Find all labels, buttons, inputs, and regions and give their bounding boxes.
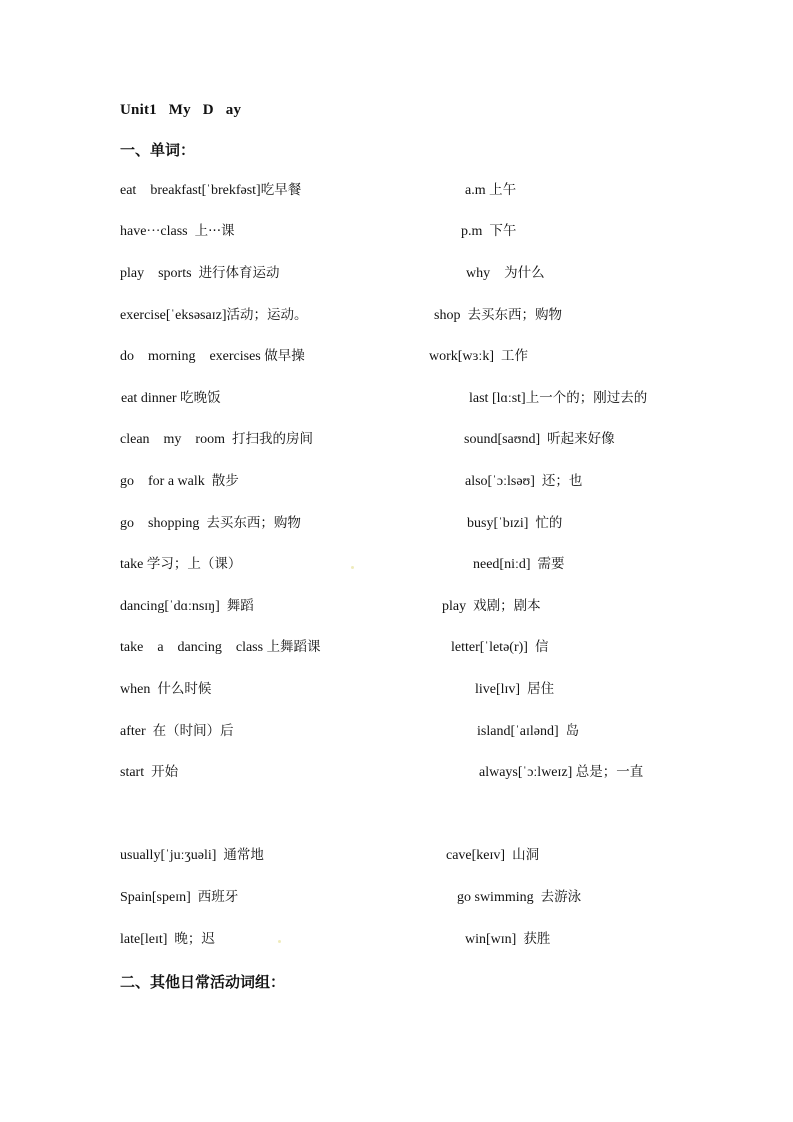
vocab-entry: work[wɜːk] 工作 <box>429 348 528 364</box>
vocab-entry: cave[keɪv] 山洞 <box>446 847 540 863</box>
unit-title: Unit1 My D ay <box>120 102 242 118</box>
vocab-entry: have···class 上···课 <box>120 223 235 239</box>
vocab-entry: go shopping 去买东西；购物 <box>120 515 301 531</box>
vocab-entry: letter[ˈletə(r)] 信 <box>451 639 549 655</box>
vocab-entry: go swimming 去游泳 <box>457 889 582 905</box>
vocab-entry: last [lɑːst]上一个的；刚过去的 <box>469 390 648 406</box>
vocab-entry: go for a walk 散步 <box>120 473 239 489</box>
vocab-entry: start 开始 <box>120 764 179 780</box>
vocab-entry: take 学习；上（课） <box>120 556 242 572</box>
section-heading-vocabulary: 一、单词： <box>120 141 196 159</box>
vocab-entry: dancing[ˈdɑːnsɪŋ] 舞蹈 <box>120 598 254 614</box>
vocab-entry: shop 去买东西；购物 <box>434 307 562 323</box>
scan-speck <box>278 940 281 943</box>
vocab-entry: after 在（时间）后 <box>120 723 234 739</box>
vocab-entry: play sports 进行体育运动 <box>120 265 280 281</box>
vocab-entry: live[lɪv] 居住 <box>475 681 555 697</box>
vocab-entry: exercise[ˈeksəsaɪz]活动；运动。 <box>120 307 308 323</box>
vocab-entry: why 为什么 <box>466 265 545 281</box>
vocab-entry: usually[ˈjuːʒuəli] 通常地 <box>120 847 264 863</box>
vocab-entry: win[wɪn] 获胜 <box>465 931 551 947</box>
vocab-entry: eat dinner 吃晚饭 <box>121 390 221 406</box>
vocab-entry: late[leɪt] 晚；迟 <box>120 931 215 947</box>
vocab-entry: Spain[speɪn] 西班牙 <box>120 889 239 905</box>
vocab-entry: take a dancing class 上舞蹈课 <box>120 639 321 655</box>
vocab-entry: also[ˈɔːlsəʊ] 还；也 <box>465 473 583 489</box>
vocab-entry: sound[saʊnd] 听起来好像 <box>464 431 615 447</box>
vocab-entry: clean my room 打扫我的房间 <box>120 431 313 447</box>
vocab-entry: busy[ˈbɪzi] 忙的 <box>467 515 563 531</box>
vocab-entry: p.m 下午 <box>461 223 517 239</box>
section-heading-daily-activities: 二、其他日常活动词组： <box>120 973 286 991</box>
vocab-entry: when 什么时候 <box>120 681 212 697</box>
vocab-entry: eat breakfast[ˈbrekfəst]吃早餐 <box>120 182 302 198</box>
vocab-entry: always[ˈɔːlweɪz] 总是；一直 <box>479 764 644 780</box>
vocab-entry: do morning exercises 做早操 <box>120 348 305 364</box>
vocab-entry: need[niːd] 需要 <box>473 556 565 572</box>
vocab-entry: a.m 上午 <box>465 182 517 198</box>
scan-speck <box>351 566 354 569</box>
vocab-entry: island[ˈaɪlənd] 岛 <box>477 723 580 739</box>
vocab-entry: play 戏剧；剧本 <box>442 598 541 614</box>
